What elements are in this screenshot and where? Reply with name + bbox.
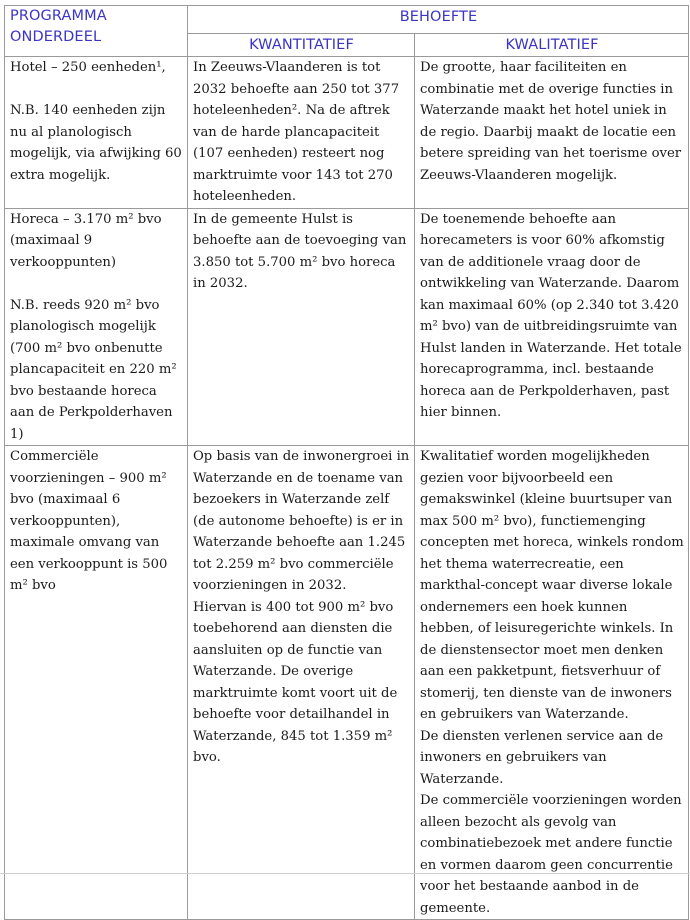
onderdeel-main: Horeca – 3.170 m² bvo (maximaal 9 verkooppunten) [10, 211, 162, 270]
kwantitatief-paragraph: Op basis van de inwonergroei in Waterzande en de toename van bezoekers in Waterzande zelf (de autonome behoefte) is er in Waterzande behoefte aan 1.245 tot 2.259 m² bvo commerciële voorzieningen in 2032. [193, 449, 410, 593]
onderdeel-main: Commerciële voorzieningen – 900 m² bvo (maximaal 6 verkooppunten), maximale omvang van een verkooppunt is 500 m² bvo [10, 449, 168, 593]
kwalitatief-cell: De grootte, haar faciliteiten en combinatie met de overige functies in Waterzande maakt het hotel uniek in de regio. Daarbij maakt de locatie een betere spreiding van het toerisme over Zeeuws-Vlaanderen mogelijk. [415, 57, 689, 209]
onderdeel-cell [5, 57, 188, 209]
kwalitatief-cell: De toenemende behoefte aan horecameters is voor 60% afkomstig van de additionele vraag door de ontwikkeling van Waterzande. Daarom kan maximaal 60% (op 2.340 tot 3.420 m² bvo) van de uitbreidingsruimte van Hulst landen in Waterzande. Het totale horecaprogramma, incl. bestaande horeca aan de Perkpolderhaven, past hier binnen. [415, 208, 689, 446]
onderdeel-note: N.B. reeds 920 m² bvo planologisch mogelijk (700 m² bvo onbenutte plancapaciteit en 220 m² bvo bestaande horeca aan de Perkpolderhaven 1) [10, 297, 177, 442]
header-behoefte: BEHOEFTE [188, 6, 689, 34]
kwalitatief-paragraph: De diensten verlenen service aan de inwoners en gebruikers van Waterzande. [420, 728, 664, 787]
onderdeel-cell [5, 446, 188, 920]
kwantitatief-paragraph: Hiervan is 400 tot 900 m² bvo toebehorend aan diensten die aansluiten op de functie van Waterzande. De overige marktruimte komt voort uit de behoefte voor detailhandel in Waterzande, 845 tot 1.359 m² bvo. [193, 599, 398, 765]
onderdeel-note: N.B. 140 eenheden zijn nu al planologisch mogelijk, via afwijking 60 extra mogelijk. [10, 103, 182, 183]
table-row-horeca [5, 208, 689, 446]
header-programma-line2: ONDERDEEL [10, 29, 102, 45]
kwalitatief-paragraph: Kwalitatief worden mogelijkheden gezien voor bijvoorbeeld een gemakswinkel (kleine buurtsuper van max 500 m² bvo), functiemenging concepten met horeca, winkels rondom het thema waterrecreatie, een markthal-concept waar diverse lokale ondernemers een hoek kunnen hebben, of leisuregerichte winkels. In de dienstensector moet men denken aan een pakketpunt, fietsverhuur of stomerij, ten dienste van de inwoners en gebruikers van Waterzande. [420, 449, 684, 722]
header-kwantitatief: KWANTITATIEF [188, 34, 415, 57]
header-programma-line1: PROGRAMMA [10, 8, 107, 24]
kwalitatief-cell [415, 446, 689, 920]
table-row-hotel [5, 57, 689, 209]
onderdeel-cell [5, 208, 188, 446]
onderdeel-main: Hotel – 250 eenheden¹, [10, 60, 166, 75]
kwantitatief-cell: In Zeeuws-Vlaanderen is tot 2032 behoefte aan 250 tot 377 hoteleenheden². Na de aftrek van de harde plancapaciteit (107 eenheden) resteert nog marktruimte voor 143 tot 270 hoteleenheden. [188, 57, 415, 209]
header-programma-onderdeel [5, 6, 188, 57]
kwantitatief-cell: In de gemeente Hulst is behoefte aan de toevoeging van 3.850 tot 5.700 m² bvo horeca in 2032. [188, 208, 415, 446]
header-kwalitatief: KWALITATIEF [415, 34, 689, 57]
table-row-commercieel [5, 446, 689, 920]
kwalitatief-paragraph: De commerciële voorzieningen worden alleen bezocht als gevolg van combinatiebezoek met andere functie en vormen daarom geen concurrentie voor het bestaande aanbod in de gemeente. [420, 793, 682, 916]
programma-table [4, 5, 689, 920]
kwantitatief-cell [188, 446, 415, 920]
